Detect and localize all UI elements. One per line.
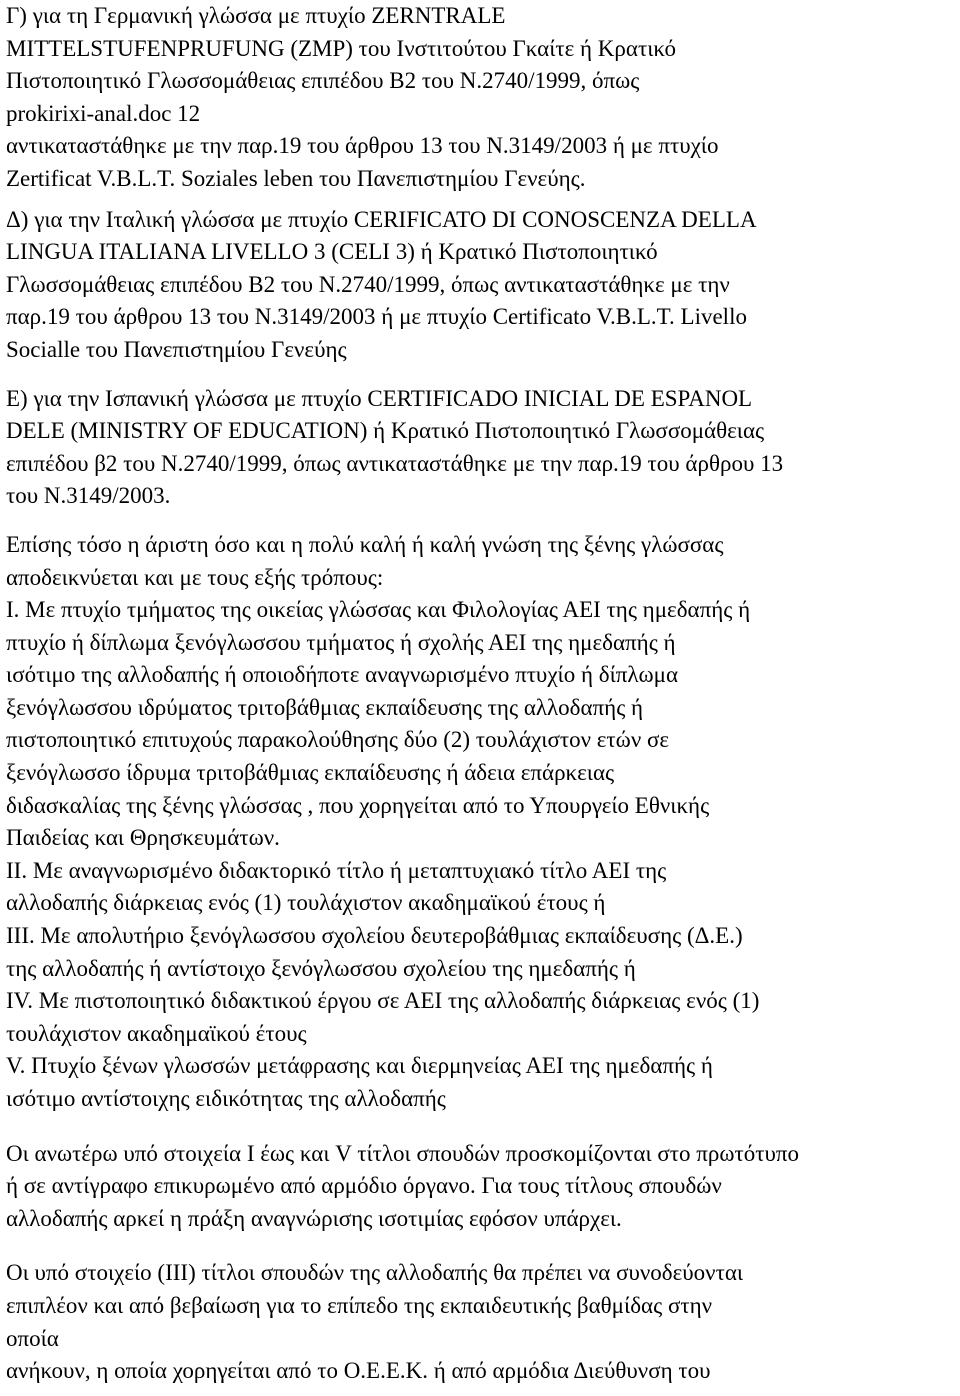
text-line: DELE (MINISTRY OF EDUCATION) ή Κρατικό Πιστοποιητικό Γλωσσομάθειας — [6, 418, 765, 444]
text-line: παρ.19 του άρθρου 13 του Ν.3149/2003 ή με πτυχίο Certificato V.B.L.T. Livello — [6, 304, 747, 330]
list-item: πτυχίο ή δίπλωμα ξενόγλωσσου τμήματος ή σχολής ΑΕΙ της ημεδαπής ή — [6, 629, 676, 655]
list-item: ξενόγλωσσου ιδρύματος τριτοβάθμιας εκπαίδευσης της αλλοδαπής ή — [6, 694, 644, 720]
text-line: του Ν.3149/2003. — [6, 483, 171, 509]
paragraph-secondary-certificates — [6, 1257, 954, 1387]
text-line: Οι ανωτέρω υπό στοιχεία Ι έως και V τίτλοι σπουδών προσκομίζονται στο πρωτότυπο — [6, 1140, 800, 1166]
list-item: διδασκαλίας της ξένης γλώσσας , που χορηγείται από το Υπουργείο Εθνικής — [6, 792, 710, 818]
text-line: Socialle του Πανεπιστημίου Γενεύης — [6, 336, 347, 362]
paragraph-italian — [6, 204, 954, 367]
qualification-list — [6, 594, 954, 1116]
list-item: ΙV. Με πιστοποιητικό διδακτικού έργου σε ΑΕΙ της αλλοδαπής διάρκειας ενός (1) — [6, 988, 760, 1014]
text-line: LINGUA ITALIANA LIVELLO 3 (CELI 3) ή Κρατικό Πιστοποιητικό — [6, 239, 658, 265]
text-line: Οι υπό στοιχείο (ΙΙΙ) τίτλοι σπουδών της αλλοδαπής θα πρέπει να συνοδεύονται — [6, 1260, 744, 1286]
list-item: ΙΙ. Με αναγνωρισμένο διδακτορικό τίτλο ή μεταπτυχιακό τίτλο ΑΕΙ της — [6, 857, 667, 883]
text-line: prokirixi-anal.doc 12 — [6, 100, 201, 126]
text-line: Δ) για την Ιταλική γλώσσα με πτυχίο CERIFICATO DI CONOSCENZA DELLA — [6, 206, 757, 232]
text-line: αποδεικνύεται και με τους εξής τρόπους: — [6, 564, 384, 590]
text-line: Ε) για την Ισπανική γλώσσα με πτυχίο CERTIFICADO INICIAL DE ESPANOL — [6, 385, 753, 411]
paragraph-spanish — [6, 383, 954, 513]
text-line: Επίσης τόσο η άριστη όσο και η πολύ καλή ή καλή γνώση της ξένης γλώσσας — [6, 531, 724, 557]
text-line: οποία — [6, 1325, 59, 1351]
text-line: αντικαταστάθηκε με την παρ.19 του άρθρου 13 του Ν.3149/2003 ή με πτυχίο — [6, 133, 719, 159]
text-line: επιπλέον και από βεβαίωση για το επίπεδο της εκπαιδευτικής βαθμίδας στην — [6, 1292, 713, 1318]
list-item: Ι. Με πτυχίο τμήματος της οικείας γλώσσας και Φιλολογίας ΑΕΙ της ημεδαπής ή — [6, 597, 751, 623]
text-line: ή σε αντίγραφο επικυρωμένο από αρμόδιο όργανο. Για τους τίτλους σπουδών — [6, 1173, 722, 1199]
list-item: ισότιμο αντίστοιχης ειδικότητας της αλλοδαπής — [6, 1086, 446, 1111]
list-item: Παιδείας και Θρησκευμάτων. — [6, 825, 280, 851]
text-line: ανήκουν, η οποία χορηγείται από το Ο.Ε.Ε.Κ. ή από αρμόδια Διεύθυνση του — [6, 1358, 711, 1384]
text-line: αλλοδαπής αρκεί η πράξη αναγνώρισης ισοτιμίας εφόσον υπάρχει. — [6, 1205, 622, 1231]
paragraph-originals — [6, 1138, 954, 1236]
list-item: αλλοδαπής διάρκειας ενός (1) τουλάχιστον ακαδημαϊκού έτους ή — [6, 890, 606, 916]
text-line: Πιστοποιητικό Γλωσσομάθειας επιπέδου Β2 του Ν.2740/1999, όπως — [6, 68, 640, 94]
list-item: V. Πτυχίο ξένων γλωσσών μετάφρασης και διερμηνείας ΑΕΙ της ημεδαπής ή — [6, 1053, 713, 1079]
list-item: ισότιμο της αλλοδαπής ή οποιοδήποτε αναγνωρισμένο πτυχίο ή δίπλωμα — [6, 662, 679, 688]
text-line: Γλωσσομάθειας επιπέδου Β2 του Ν.2740/1999, όπως αντικαταστάθηκε με την — [6, 271, 730, 297]
paragraph-german — [6, 0, 954, 196]
list-item: ΙΙΙ. Με απολυτήριο ξενόγλωσσου σχολείου δευτεροβάθμιας εκπαίδευσης (Δ.Ε.) — [6, 923, 743, 949]
paragraph-also — [6, 529, 954, 594]
text-line: Zertificat V.B.L.T. Soziales leben του Πανεπιστημίου Γενεύης. — [6, 165, 586, 191]
list-item: ξενόγλωσσο ίδρυμα τριτοβάθμιας εκπαίδευσης ή άδεια επάρκειας — [6, 760, 615, 786]
list-item: τουλάχιστον ακαδημαϊκού έτους — [6, 1020, 307, 1046]
text-line: MITTELSTUFENPRUFUNG (ZMP) του Ινστιτούτου Γκαίτε ή Κρατικό — [6, 35, 676, 61]
document-page — [6, 0, 954, 1388]
list-item: της αλλοδαπής ή αντίστοιχο ξενόγλωσσου σχολείου της ημεδαπής ή — [6, 955, 636, 981]
list-item: πιστοποιητικό επιτυχούς παρακολούθησης δύο (2) τουλάχιστον ετών σε — [6, 727, 670, 753]
text-line: επιπέδου β2 του Ν.2740/1999, όπως αντικαταστάθηκε με την παρ.19 του άρθρου 13 — [6, 450, 784, 476]
text-line: Γ) για τη Γερμανική γλώσσα με πτυχίο ZERNTRALE — [6, 3, 506, 28]
